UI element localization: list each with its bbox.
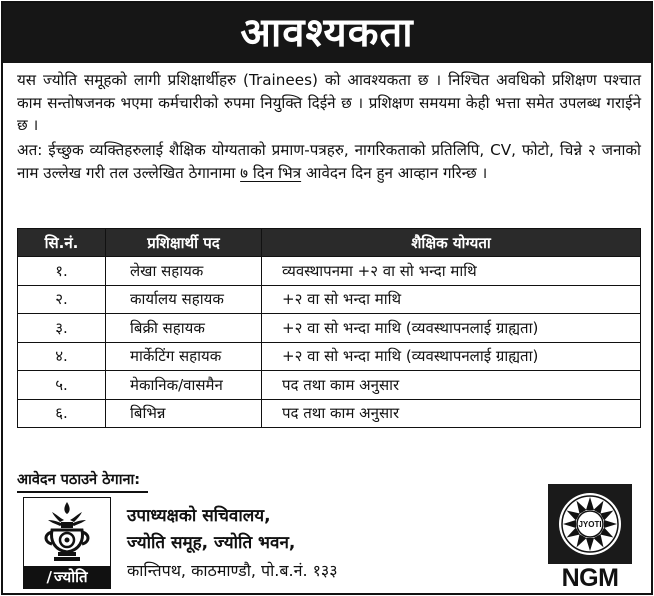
- row-qualification: पद तथा काम अनुसार: [262, 371, 641, 400]
- advertisement-frame: [1, 1, 653, 595]
- address-line-1: उपाध्यक्षको सचिवालय,: [127, 506, 271, 526]
- row-position: मार्केटिंग सहायक: [106, 342, 262, 371]
- jyoti-logo-text: ज्योति: [53, 568, 88, 586]
- row-position: बिक्री सहायक: [106, 314, 262, 343]
- intro-paragraph-1: यस ज्योति समूहको लागी प्रशिक्षार्थीहरु (Trainees) को आवश्यकता छ । निश्चित अवधिको प्रशिक्षण पश्चात काम सन्तोषजनक भएमा कर्मचारीको रुपमा नियुक्ति दिईने छ । प्रशिक्षण समयमा केही भत्ता समेत उपलब्ध गराईने छ ।: [17, 71, 641, 134]
- row-position: कार्यालय सहायक: [106, 285, 262, 314]
- row-qualification: +२ वा सो भन्दा माथि (व्यवस्थापनलाई ग्राह्यता): [262, 342, 641, 371]
- table-row: [18, 371, 641, 400]
- row-position: बिभिन्न: [106, 399, 262, 428]
- intro-paragraph-2-start: अत: ईच्छुक व्यक्तिहरुलाई शैक्षिक योग्यताको प्रमाण-पत्रहरु, नागरिकताको प्रतिलिपि, CV, फोटो, चिन्ने २ जनाको नाम उल्लेख गरी तल उल्लेखित ठेगानामा: [17, 141, 641, 182]
- ngm-seal-icon: [548, 484, 632, 564]
- table-row: [18, 285, 641, 314]
- header-position: प्रशिक्षार्थी पद: [106, 229, 262, 257]
- row-qualification: +२ वा सो भन्दा माथि: [262, 285, 641, 314]
- row-serial: १.: [18, 257, 106, 286]
- table-row: [18, 399, 641, 428]
- deadline-emphasis: ७ दिन भित्र: [240, 163, 302, 182]
- header-qualification: शैक्षिक योग्यता: [262, 229, 641, 257]
- title-bar: [3, 3, 651, 63]
- row-qualification: पद तथा काम अनुसार: [262, 399, 641, 428]
- address-line-3: कान्तिपथ, काठमाण्डौ, पो.ब.नं. १३३: [127, 561, 338, 580]
- intro-paragraph-2: [17, 139, 641, 184]
- ngm-logo-text: NGM: [561, 564, 619, 592]
- address-label: आवेदन पठाउने ठेगाना:: [17, 469, 148, 493]
- table-row: [18, 314, 641, 343]
- jyoti-logo: [23, 497, 111, 589]
- row-serial: ५.: [18, 371, 106, 400]
- row-serial: ३.: [18, 314, 106, 343]
- address-block: [127, 503, 338, 584]
- address-line-2: ज्योति समूह, ज्योति भवन,: [127, 533, 296, 553]
- intro-paragraph-2-end: आवेदन दिन हुन आव्हान गरिन्छ ।: [301, 163, 488, 182]
- row-position: मेकानिक/वासमैन: [106, 371, 262, 400]
- table-row: [18, 257, 641, 286]
- kalash-emblem-icon: [24, 498, 110, 566]
- ngm-logo: [548, 484, 632, 591]
- positions-table: [17, 228, 641, 428]
- row-serial: ६.: [18, 399, 106, 428]
- row-serial: ४.: [18, 342, 106, 371]
- row-position: लेखा सहायक: [106, 257, 262, 286]
- header-serial: सि.नं.: [18, 229, 106, 257]
- table-row: [18, 342, 641, 371]
- row-serial: २.: [18, 285, 106, 314]
- row-qualification: व्यवस्थापनमा +२ वा सो भन्दा माथि: [262, 257, 641, 286]
- ngm-ring-text: JYOTI: [578, 520, 602, 529]
- table-header-row: [18, 229, 641, 257]
- jyoti-logo-band: [24, 566, 110, 588]
- row-qualification: +२ वा सो भन्दा माथि (व्यवस्थापनलाई ग्राह्यता): [262, 314, 641, 343]
- jyoti-swoosh-icon: ∕: [46, 568, 52, 586]
- page-title: आवश्यकता: [240, 10, 414, 56]
